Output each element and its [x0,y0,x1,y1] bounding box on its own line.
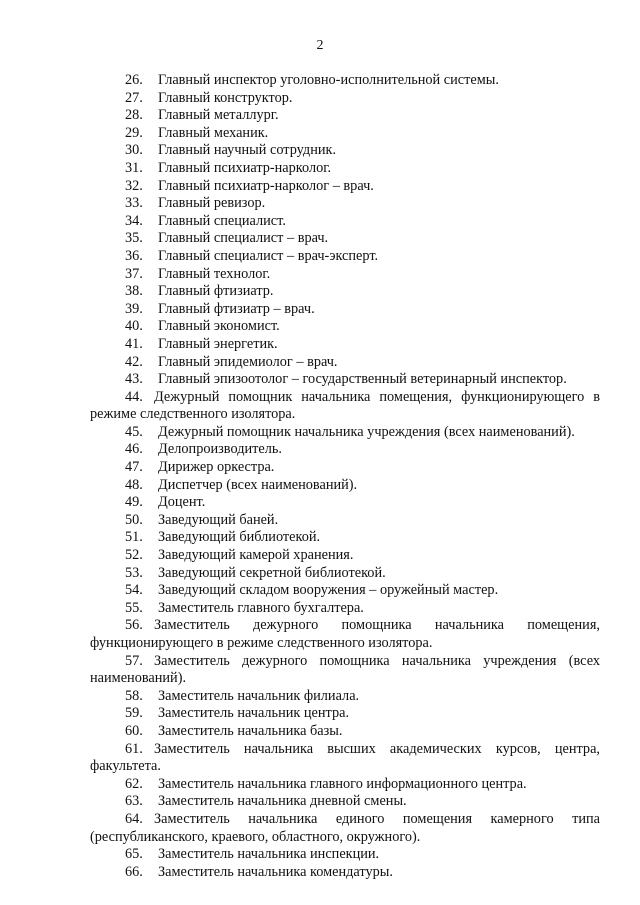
list-item [90,318,600,336]
item-text: Заместитель дежурного помощника начальника помещения, функционирующего в режиме следственного изолятора. [90,617,600,651]
list-item [90,688,600,706]
list-item [90,178,600,196]
list-item [90,741,600,776]
item-text: Заместитель дежурного помощника начальника учреждения (всех наименований). [90,652,600,687]
list-item [90,195,600,213]
item-number: 26. [125,72,143,88]
item-text: Заместитель начальника базы. [158,722,343,739]
list-item [90,547,600,565]
item-number: 41. [125,335,143,352]
item-number: 61. [125,740,143,757]
item-number: 30. [125,142,143,159]
list-item [90,600,600,618]
item-text: Дежурный помощник начальника помещения, функционирующего в режиме следственного изолятора. [90,388,600,423]
item-number: 48. [125,476,143,493]
item-number: 50. [125,511,143,528]
item-number: 31. [125,159,143,176]
item-number: 43. [125,371,143,388]
item-text: Главный специалист – врач. [158,230,329,247]
item-number: 58. [125,687,143,704]
item-text: Заведующий библиотекой. [158,529,321,546]
item-number: 40. [125,318,143,335]
item-text: Заместитель начальника высших академических курсов, центра, факультета. [90,740,600,775]
item-number: 37. [125,265,143,282]
list-item [90,125,600,143]
item-text: Главный психиатр-нарколог – врач. [158,177,374,194]
item-number: 63. [125,793,143,810]
list-item [90,107,600,125]
list-item [90,283,600,301]
list-item [90,776,600,794]
page-number: 2 [316,38,324,53]
item-number: 35. [125,230,143,247]
item-text: Главный инспектор уголовно-исполнительной системы. [158,72,499,88]
item-number: 45. [125,423,143,440]
item-number: 60. [125,722,143,739]
item-number: 29. [125,124,143,141]
item-number: 33. [125,195,143,212]
item-number: 39. [125,300,143,317]
list-item [90,653,600,688]
item-number: 54. [125,582,143,599]
list-item [90,582,600,600]
item-number: 62. [125,775,143,792]
item-number: 64. [125,810,143,827]
item-text: Главный экономист. [158,318,280,335]
item-text: Главный научный сотрудник. [158,142,337,159]
list-item [90,494,600,512]
list-item [90,266,600,284]
item-number: 65. [125,846,143,863]
item-text: Заместитель начальника комендатуры. [158,863,393,880]
item-text: Главный специалист. [158,212,286,229]
item-number: 46. [125,441,143,458]
item-number: 56. [125,617,143,634]
list-item [90,424,600,442]
item-number: 36. [125,247,143,264]
list-item [90,512,600,530]
item-text: Главный эпидемиолог – врач. [158,353,338,370]
item-text: Главный фтизиатр. [158,283,274,300]
item-number: 42. [125,353,143,370]
item-text: Заместитель начальника дневной смены. [158,793,407,810]
item-text: Главный металлург. [158,107,279,124]
list-item [90,565,600,583]
list-item [90,529,600,547]
item-text: Главный конструктор. [158,89,293,106]
item-text: Главный фтизиатр – врач. [158,300,315,317]
list-item [90,389,600,424]
item-text: Доцент. [158,494,206,511]
list-item [90,142,600,160]
item-number: 66. [125,863,143,880]
position-list [90,72,600,881]
list-item [90,354,600,372]
item-text: Главный эпизоотолог – государственный ветеринарный инспектор. [158,371,567,388]
item-number: 59. [125,705,143,722]
list-item [90,846,600,864]
list-item [90,723,600,741]
item-text: Главный специалист – врач-эксперт. [158,247,379,264]
item-text: Заведующий секретной библиотекой. [158,564,386,581]
list-item [90,248,600,266]
list-item [90,459,600,477]
item-text: Заместитель главного бухгалтера. [158,599,364,616]
item-text: Главный ревизор. [158,195,266,212]
item-number: 44. [125,388,143,405]
list-item [90,617,600,652]
item-text: Дежурный помощник начальника учреждения (всех наименований). [158,423,575,440]
item-text: Заместитель начальника главного информационного центра. [158,775,527,792]
list-item [90,72,600,90]
item-text: Главный психиатр-нарколог. [158,159,332,176]
list-item [90,160,600,178]
item-number: 32. [125,177,143,194]
list-item [90,301,600,319]
item-text: Дирижер оркестра. [158,459,275,476]
item-text: Заместитель начальник центра. [158,705,350,722]
list-item [90,793,600,811]
item-text: Заместитель начальник филиала. [158,687,360,704]
item-number: 52. [125,547,143,564]
item-text: Главный технолог. [158,265,271,282]
item-number: 53. [125,564,143,581]
list-item [90,811,600,846]
item-text: Заведующий складом вооружения – оружейный мастер. [158,582,499,599]
list-item [90,705,600,723]
item-number: 55. [125,599,143,616]
item-number: 27. [125,89,143,106]
item-number: 47. [125,459,143,476]
item-number: 51. [125,529,143,546]
item-number: 49. [125,494,143,511]
item-text: Главный энергетик. [158,335,278,352]
list-item [90,864,600,882]
item-number: 34. [125,212,143,229]
list-item [90,230,600,248]
list-item [90,477,600,495]
item-text: Заведующий баней. [158,511,279,528]
item-number: 57. [125,652,143,669]
item-text: Главный механик. [158,124,269,141]
list-item [90,213,600,231]
item-number: 28. [125,107,143,124]
list-item [90,371,600,389]
list-item [90,441,600,459]
item-text: Заместитель начальника инспекции. [158,846,380,863]
list-item [90,336,600,354]
item-text: Делопроизводитель. [158,441,282,458]
item-text: Заведующий камерой хранения. [158,547,354,564]
list-item [90,90,600,108]
item-text: Диспетчер (всех наименований). [158,476,358,493]
item-text: Заместитель начальника единого помещения камерного типа (республиканского, краевого, областного, окружного). [90,810,600,845]
item-number: 38. [125,283,143,300]
